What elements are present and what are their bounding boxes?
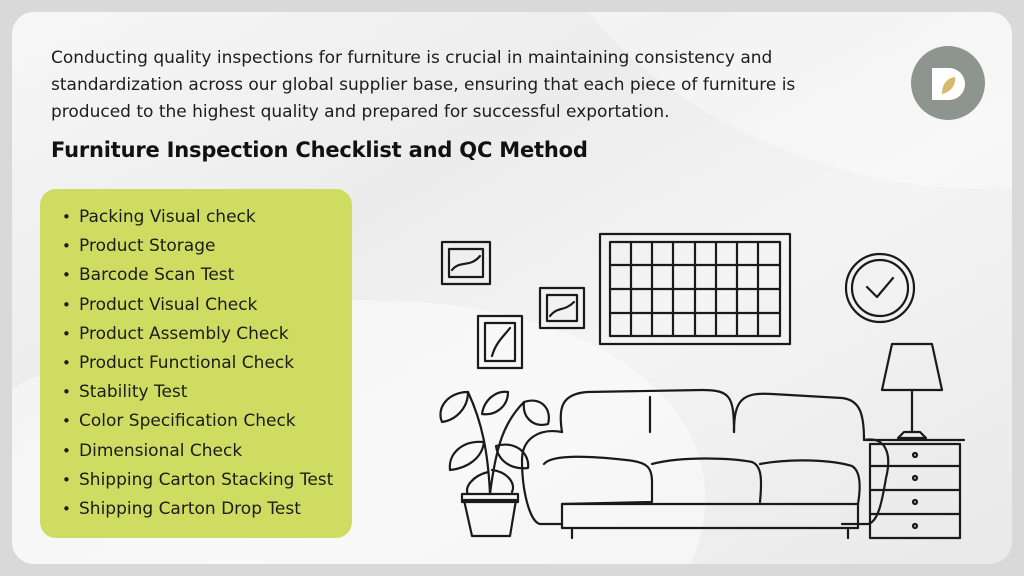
checklist-item: • Dimensional Check [62, 437, 352, 466]
plant-icon [440, 392, 548, 536]
clock-icon [846, 254, 914, 322]
dresser-icon [866, 440, 964, 538]
checklist-item: • Barcode Scan Test [62, 261, 352, 290]
picture-frame-icon [442, 242, 490, 284]
checklist-item: • Product Assembly Check [62, 320, 352, 349]
checklist-item: • Stability Test [62, 378, 352, 407]
checklist-card [40, 189, 352, 538]
brand-logo-glyph [911, 46, 985, 120]
checklist-item: • Shipping Carton Drop Test [62, 495, 352, 524]
living-room-illustration [412, 232, 972, 552]
checklist [40, 189, 352, 524]
sofa-icon [522, 390, 888, 538]
intro-paragraph: Conducting quality inspections for furniture is crucial in maintaining consistency and standardization across our global supplier base, ensuring that each piece of furniture is produced to the highest quality and prepared for successful exportation. [51, 48, 796, 122]
lamp-icon [882, 344, 942, 438]
window-icon [600, 234, 790, 344]
slide [12, 12, 1012, 564]
checklist-item: • Shipping Carton Stacking Test [62, 466, 352, 495]
brand-logo-icon [911, 46, 985, 120]
picture-frame-icon [540, 288, 584, 328]
picture-frame-icon [478, 316, 522, 368]
checklist-item: • Color Specification Check [62, 407, 352, 436]
section-heading: Furniture Inspection Checklist and QC Method [51, 138, 588, 162]
checklist-item: • Packing Visual check [62, 203, 352, 232]
checklist-item: • Product Functional Check [62, 349, 352, 378]
checklist-item: • Product Storage [62, 232, 352, 261]
checklist-item: • Product Visual Check [62, 291, 352, 320]
